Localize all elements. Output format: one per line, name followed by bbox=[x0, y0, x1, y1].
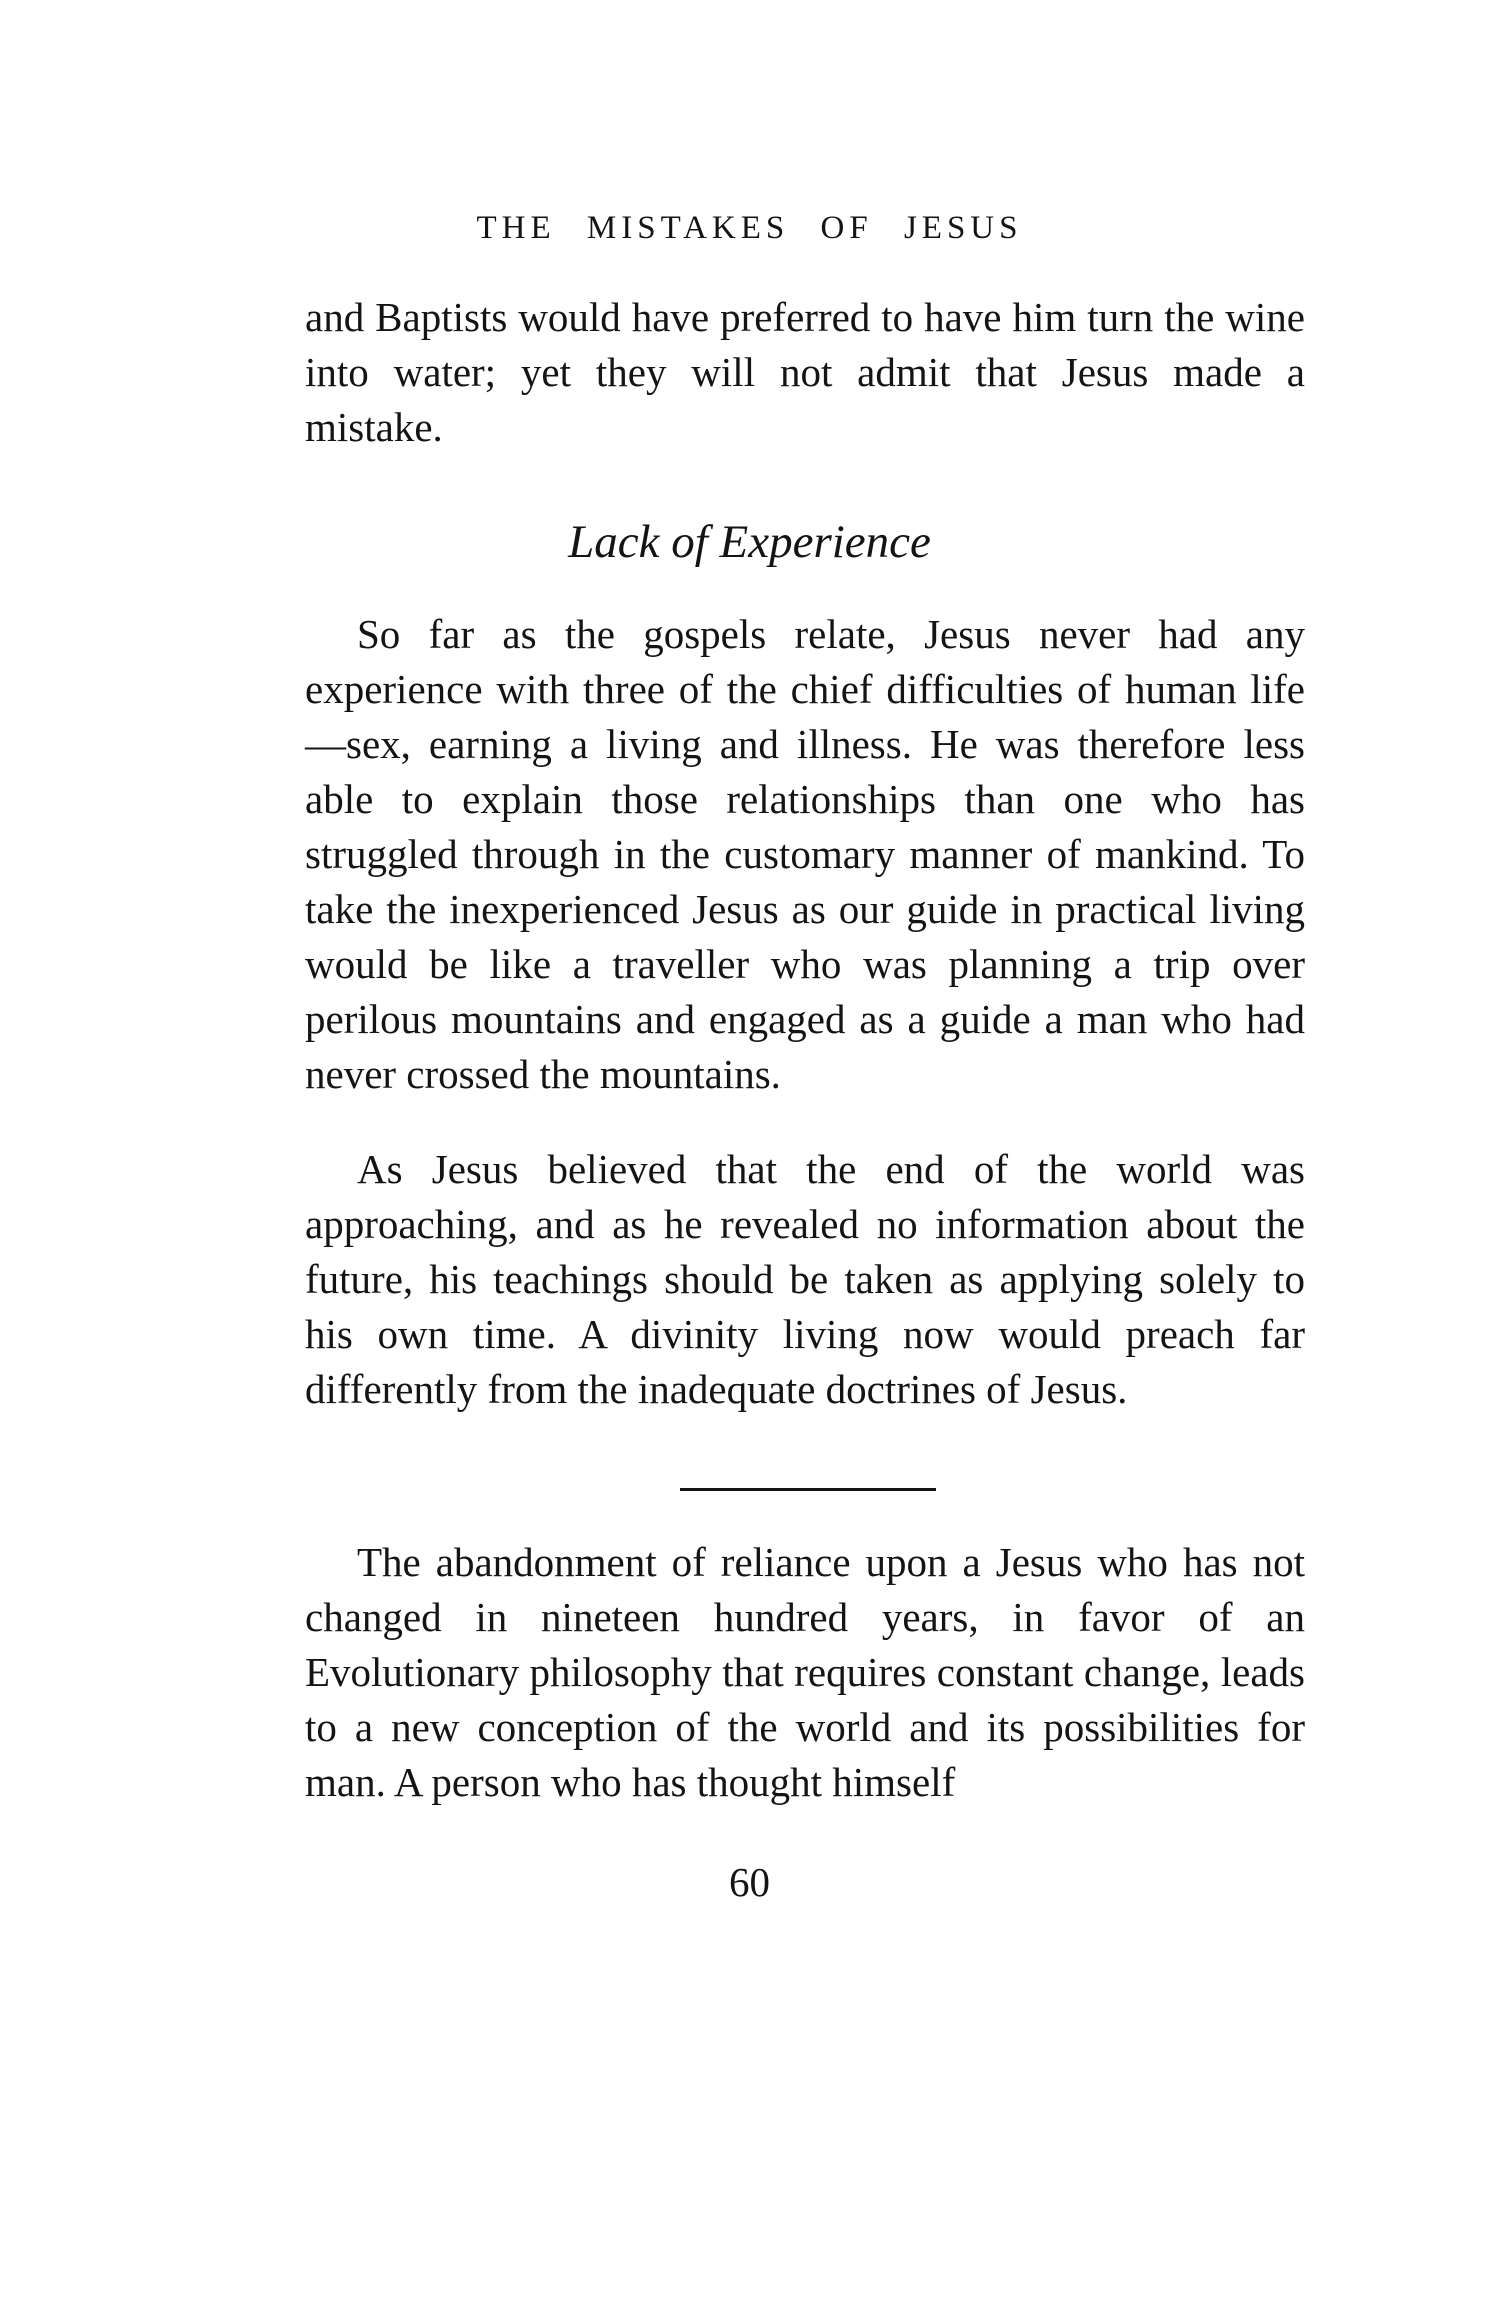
paragraph-end-of-world: As Jesus believed that the end of the world was approaching, and as he revealed no information about the future, his teachings should be taken as applying solely to his own time. A divinity living now would preach far differently from the inadequate doctrines of Jesus. bbox=[305, 1146, 1305, 1412]
section-heading: Lack of Experience bbox=[568, 516, 931, 568]
page-number: 60 bbox=[729, 1859, 770, 1905]
paragraph-abandonment: The abandonment of reliance upon a Jesus who has not changed in nineteen hundred years, in favor of an Evolutionary philosophy that requires constant change, leads to a new conception of the world and its possibilities for man. A person who has thought himself bbox=[305, 1539, 1305, 1805]
paragraph-lack-of-experience: So far as the gospels relate, Jesus never had any experience with three of the chief difficulties of human life—sex, earning a living and illness. He was therefore less able to explain those relationships than one who has struggled through in the customary manner of mankind. To take the inexperienced Jesus as our guide in practical living would be like a traveller who was planning a trip over perilous mountains and engaged as a guide a man who had never crossed the mountains. bbox=[305, 611, 1305, 1097]
section-divider bbox=[680, 1488, 936, 1491]
running-head: THE MISTAKES OF JESUS bbox=[476, 210, 1023, 246]
paragraph-continuation: and Baptists would have preferred to have him turn the wine into water; yet they will not admit that Jesus made a mistake. bbox=[305, 294, 1305, 450]
